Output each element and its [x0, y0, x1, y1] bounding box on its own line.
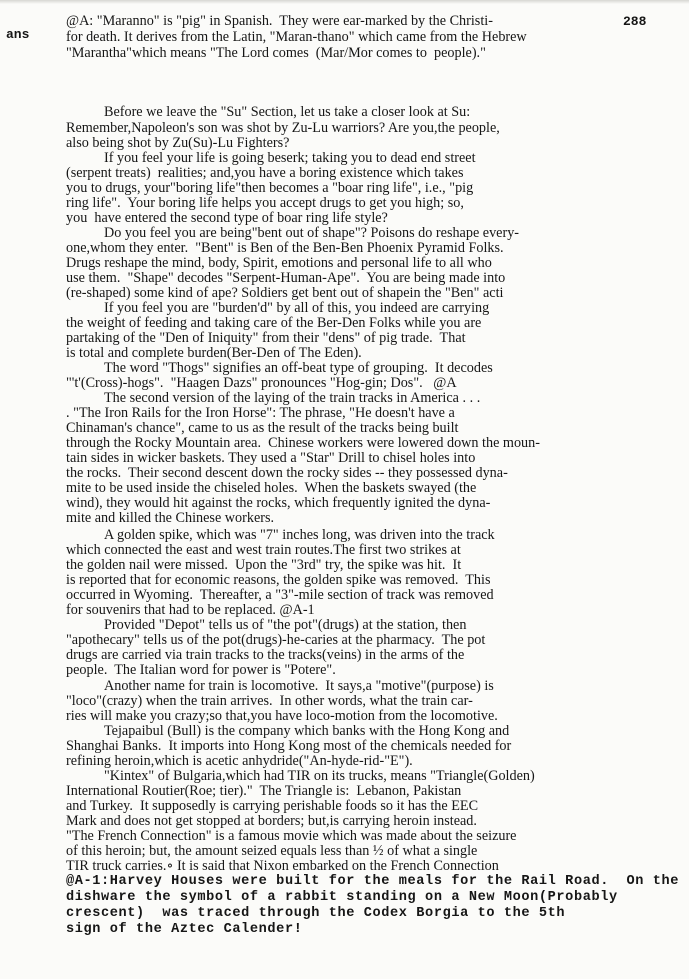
text-line: The word "Thogs" signifies an off-beat type of grouping. It decodes	[104, 360, 493, 376]
text-line: you have entered the second type of boar ring life style?	[66, 210, 388, 226]
text-line: refining heroin,which is acetic anhydride("An-hyde-rid-"E").	[66, 753, 413, 769]
scan-edge	[0, 0, 689, 4]
text-line: is reported that for economic reasons, the golden spike was removed. This	[66, 572, 491, 588]
text-line: Chinaman's chance", came to us as the result of the tracks being built	[66, 420, 459, 436]
text-line: Drugs reshape the mind, body, Spirit, emotions and personal life to all who	[66, 255, 492, 271]
text-line: "'t'(Cross)-hogs". "Haagen Dazs" pronounces "Hog-gin; Dos". @A	[66, 375, 457, 391]
text-line: Tejapaibul (Bull) is the company which banks with the Hong Kong and	[104, 723, 510, 739]
text-line: If you feel you are "burden'd" by all of this, you indeed are carrying	[104, 300, 490, 316]
text-line: Provided "Depot" tells us of "the pot"(drugs) at the station, then	[104, 617, 467, 633]
text-line: mite and killed the Chinese workers.	[66, 510, 275, 526]
text-line: occurred in Wyoming. Thereafter, a "3"-mile section of track was removed	[66, 587, 494, 603]
text-line: A golden spike, which was "7" inches long, was driven into the track	[104, 527, 495, 543]
footnote-line: @A-1:Harvey Houses were built for the meals for the Rail Road. On the	[66, 874, 680, 889]
text-line: The second version of the laying of the train tracks in America . . .	[104, 390, 481, 406]
text-line: partaking of the "Den of Iniquity" from their "dens" of pig trade. That	[66, 330, 466, 346]
text-line: Do you feel you are being"bent out of shape"? Poisons do reshape every-	[104, 225, 520, 241]
text-line: people. The Italian word for power is "Potere".	[66, 662, 336, 678]
text-line: for souvenirs that had to be replaced. @A-1	[66, 602, 315, 618]
text-line: wind), they would hit against the rocks, which frequently ignited the dyna-	[66, 495, 491, 511]
text-line: If you feel your life is going beserk; taking you to dead end street	[104, 150, 476, 166]
text-line: use them. "Shape" decodes "Serpent-Human-Ape". You are being made into	[66, 270, 506, 286]
text-line: TIR truck carries.∘ It is said that Nixon embarked on the French Connection	[66, 858, 499, 874]
margin-label: ans	[6, 27, 30, 42]
text-line: of this heroin; but, the amount seized equals less than ½ of what a single	[66, 843, 478, 859]
text-line: International Routier(Roe; tier)." The Triangle is: Lebanon, Pakistan	[66, 783, 462, 799]
text-line: ring life". Your boring life helps you accept drugs to get you high; so,	[66, 195, 464, 211]
text-line: mite to be used inside the chiseled holes. When the baskets swayed (the	[66, 480, 477, 496]
footnote-line: dishware the symbol of a rabbit standing on a New Moon(Probably	[66, 890, 618, 905]
text-line: for death. It derives from the Latin, "Maran-thano" which came from the Hebrew	[66, 29, 527, 45]
text-line: one,whom they enter. "Bent" is Ben of the Ben-Ben Phoenix Pyramid Folks.	[66, 240, 504, 256]
text-line: also being shot by Zu(Su)-Lu Fighters?	[66, 135, 290, 151]
text-line: (serpent treats) realities; and,you have a boring existence which takes	[66, 165, 464, 181]
text-line: Remember,Napoleon's son was shot by Zu-Lu warriors? Are you,the people,	[66, 120, 500, 136]
text-line: the weight of feeding and taking care of the Ber-Den Folks while you are	[66, 315, 482, 331]
text-line: the golden nail were missed. Upon the "3rd" try, the spike was hit. It	[66, 557, 462, 573]
text-line: (re-shaped) some kind of ape? Soldiers get bent out of shapein the "Ben" acti	[66, 285, 504, 301]
text-line: drugs are carried via train tracks to the tracks(veins) in the arms of the	[66, 647, 465, 663]
text-line: "The French Connection" is a famous movie which was made about the seizure	[66, 828, 517, 844]
text-line: Mark and does not get stopped at borders; but,is carrying heroin instead.	[66, 813, 477, 829]
text-line: @A: "Maranno" is "pig" in Spanish. They were ear-marked by the Christi-	[66, 13, 493, 29]
text-line: "apothecary" tells us of the pot(drugs)-he-caries at the pharmacy. The pot	[66, 632, 486, 648]
text-line: "Kintex" of Bulgaria,which had TIR on its trucks, means "Triangle(Golden)	[104, 768, 535, 784]
text-line: Another name for train is locomotive. It says,a "motive"(purpose) is	[104, 678, 494, 694]
text-line: and Turkey. It supposedly is carrying perishable foods so it has the EEC	[66, 798, 479, 814]
text-line: Before we leave the "Su" Section, let us take a closer look at Su:	[104, 104, 471, 120]
text-line: through the Rocky Mountain area. Chinese workers were lowered down the moun-	[66, 435, 540, 451]
text-line: ries will make you crazy;so that,you have loco-motion from the locomotive.	[66, 708, 498, 724]
text-line: "loco"(crazy) when the train arrives. In other words, what the train car-	[66, 693, 473, 709]
text-line: "Marantha"which means "The Lord comes (Mar/Mor comes to people)."	[66, 45, 486, 61]
footnote-line: sign of the Aztec Calender!	[66, 922, 303, 937]
page-number: 288	[623, 14, 647, 29]
text-line: tain sides in wicker baskets. They used a "Star" Drill to chisel holes into	[66, 450, 476, 466]
footnote-line: crescent) was traced through the Codex Borgia to the 5th	[66, 906, 566, 921]
text-line: . "The Iron Rails for the Iron Horse": The phrase, "He doesn't have a	[66, 405, 455, 421]
text-line: is total and complete burden(Ber-Den of The Eden).	[66, 345, 362, 361]
text-line: you to drugs, your"boring life"then becomes a "boar ring life", i.e., "pig	[66, 180, 474, 196]
text-line: Shanghai Banks. It imports into Hong Kong most of the chemicals needed for	[66, 738, 512, 754]
text-line: which connected the east and west train routes.The first two strikes at	[66, 542, 461, 558]
text-line: the rocks. Their second descent down the rocky sides -- they possessed dyna-	[66, 465, 508, 481]
